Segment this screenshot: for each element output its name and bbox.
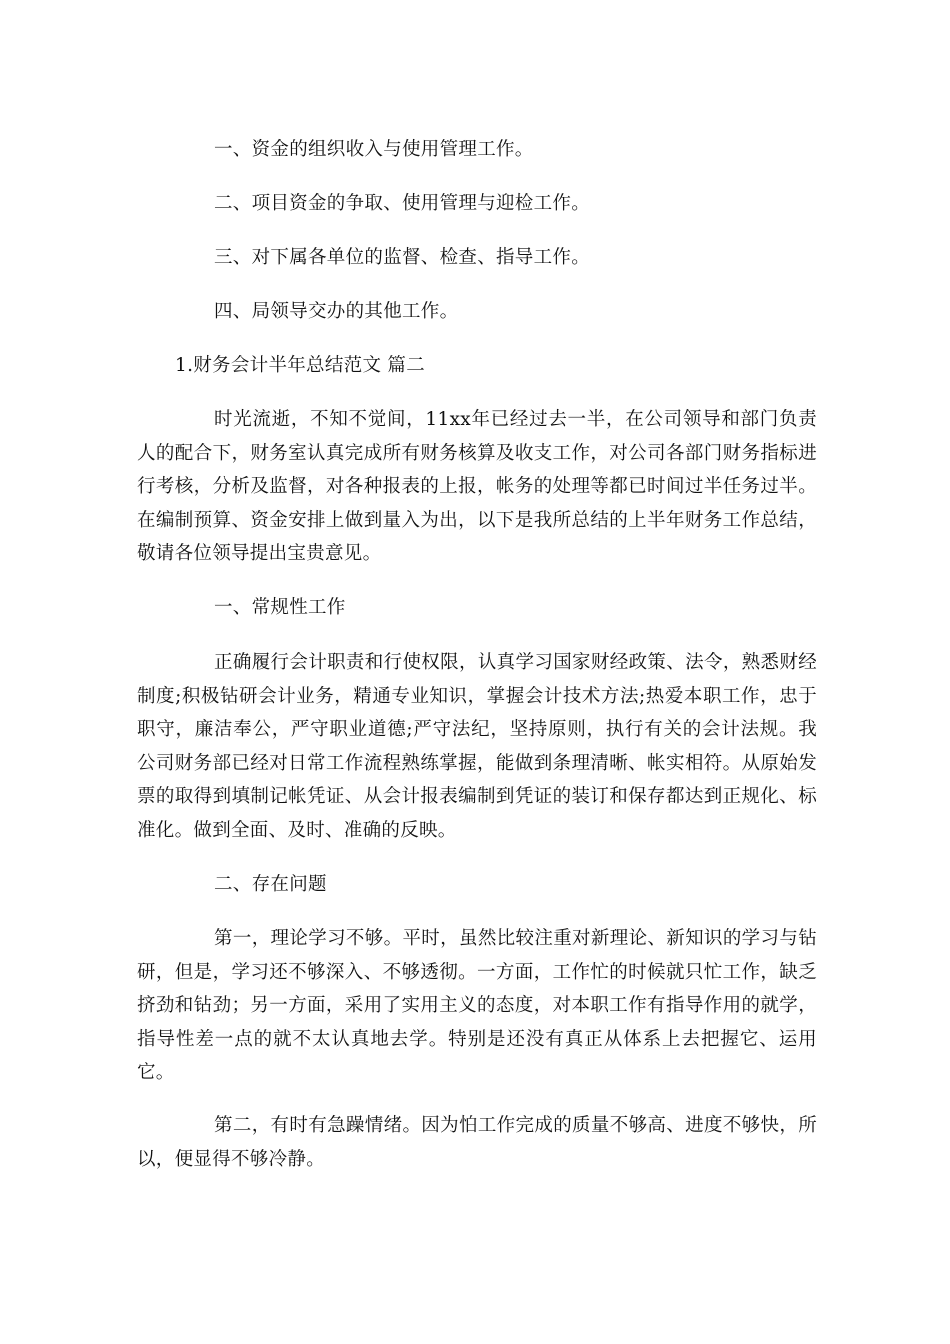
list-item-4: 四、局领导交办的其他工作。 [214,301,459,322]
list-item-2: 二、项目资金的争取、使用管理与迎检工作。 [214,193,591,214]
routine-work-paragraph: 正确履行会计职责和行使权限，认真学习国家财经政策、法令，熟悉财经制度;积极钻研会计业务，精通专业知识，掌握会计技术方法;热爱本职工作，忠于职守，廉洁奉公，严守职业道德;严守法纪，坚持原则，执行有关的会计法规。我公司财务部已经对日常工作流程熟练掌握，能做到条理清晰、帐实相符。从原始发票的取得到填制记帐凭证、从会计报表编制到凭证的装订和保存都达到正规化、标准化。做到全面、及时、准确的反映。 [137,652,817,841]
intro-paragraph: 时光流逝，不知不觉间，11xx年已经过去一半，在公司领导和部门负责人的配合下，财务室认真完成所有财务核算及收支工作，对公司各部门财务指标进行考核，分析及监督，对各种报表的上报，帐务的处理等都已时间过半任务过半。在编制预算、资金安排上做到量入为出，以下是我所总结的上半年财务工作总结，敬请各位领导提出宝贵意见。 [137,409,817,564]
section-title: 1.财务会计半年总结范文 篇二 [175,355,426,376]
problem-one-paragraph: 第一，理论学习不够。平时，虽然比较注重对新理论、新知识的学习与钻研，但是，学习还不够深入、不够透彻。一方面，工作忙的时候就只忙工作，缺乏挤劲和钻劲；另一方面，采用了实用主义的态度，对本职工作有指导作用的就学，指导性差一点的就不太认真地去学。特别是还没有真正从体系上去把握它、运用它。 [137,928,817,1083]
heading-routine-work: 一、常规性工作 [214,597,346,618]
heading-existing-problems: 二、存在问题 [214,874,327,895]
list-item-1: 一、资金的组织收入与使用管理工作。 [214,139,534,160]
list-item-3: 三、对下属各单位的监督、检查、指导工作。 [214,247,591,268]
problem-two-paragraph: 第二，有时有急躁情绪。因为怕工作完成的质量不够高、进度不够快，所以，便显得不够冷静。 [137,1115,817,1170]
